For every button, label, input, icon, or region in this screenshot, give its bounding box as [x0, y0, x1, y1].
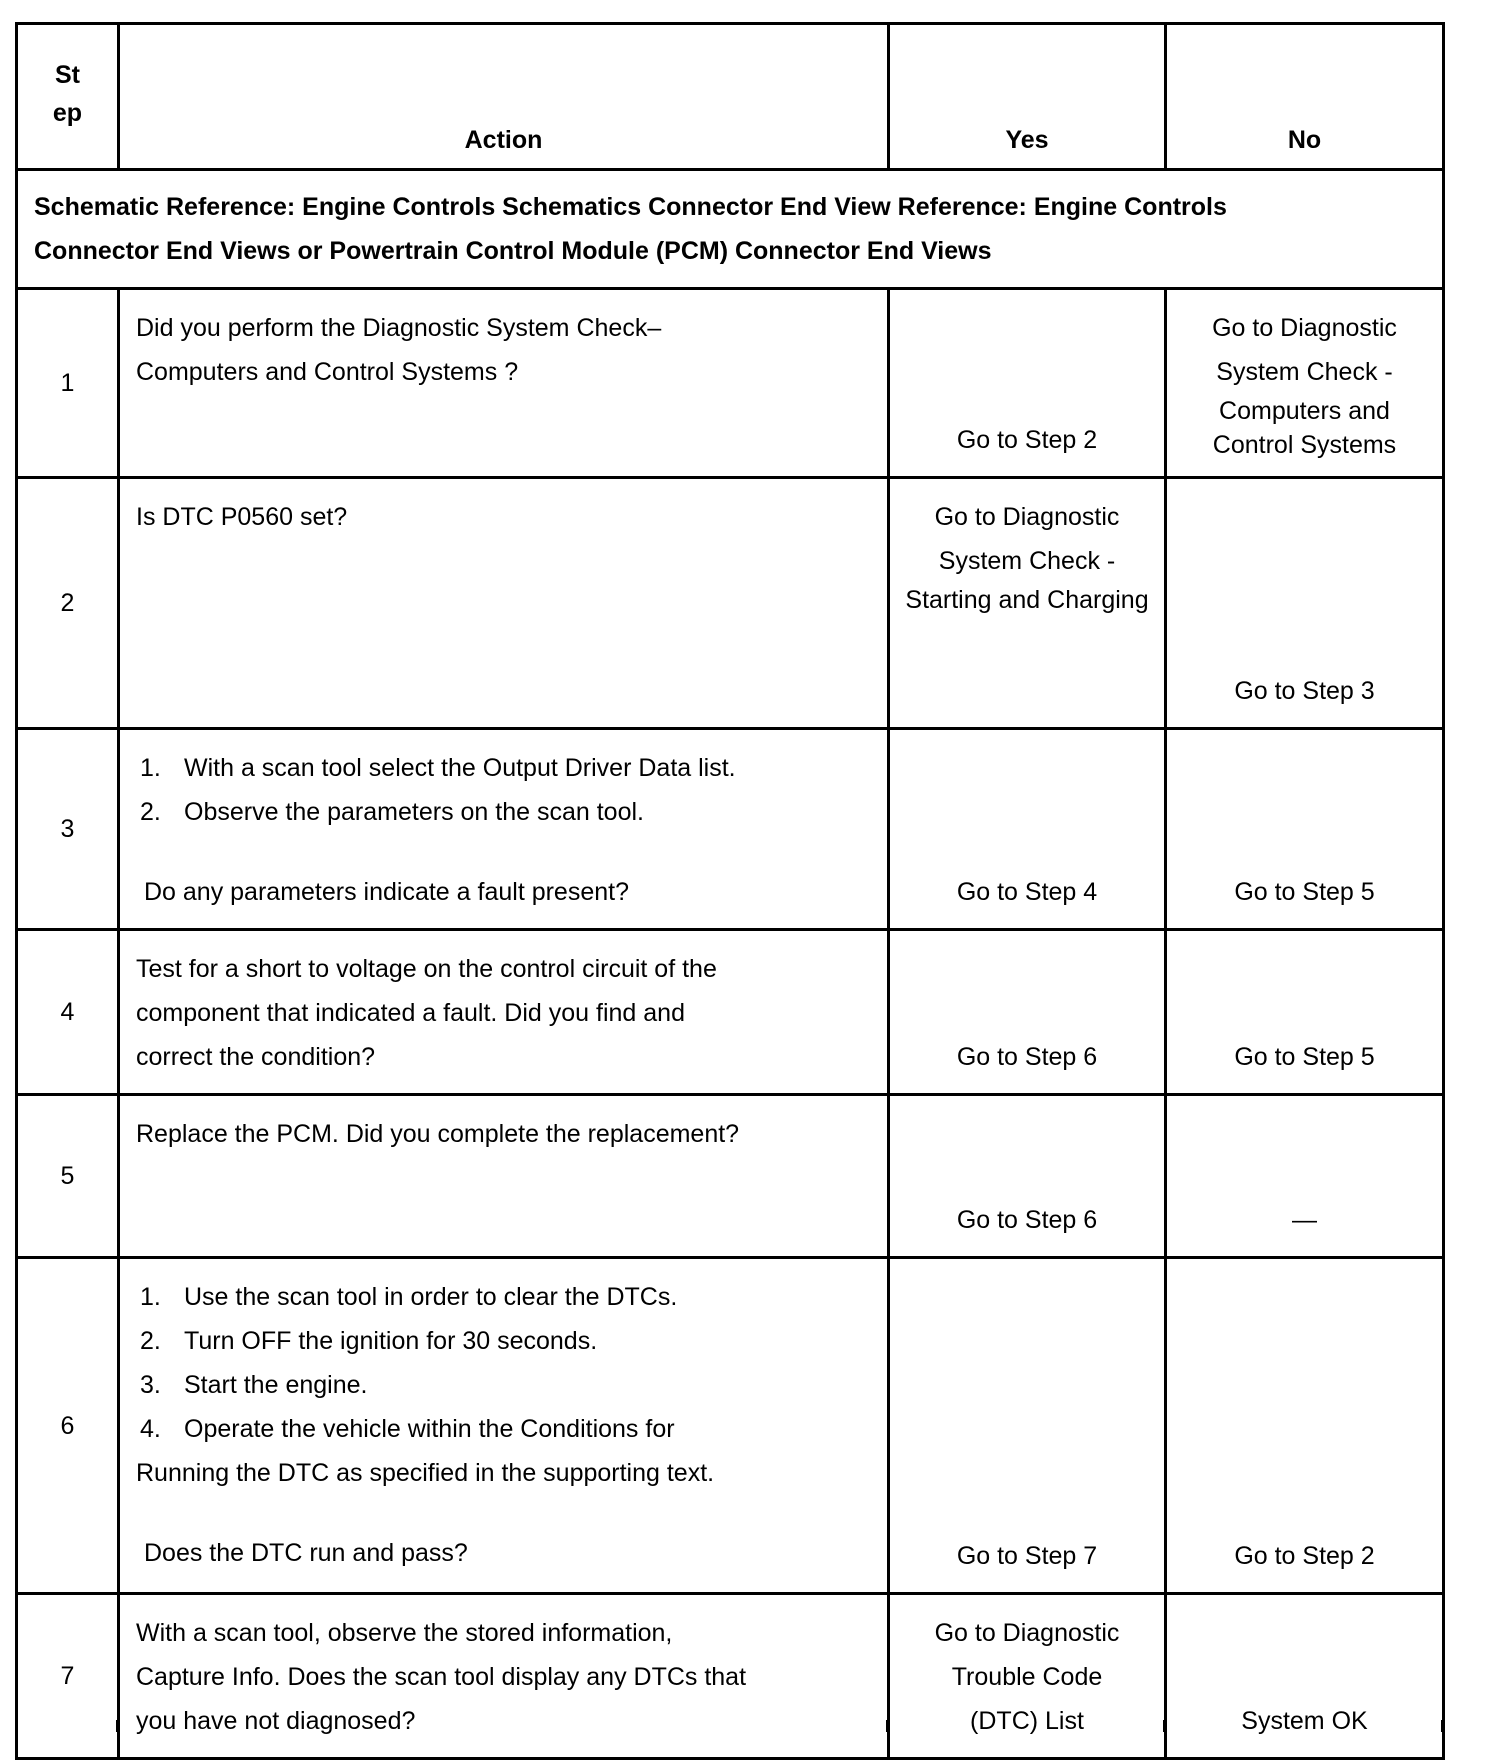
list-text: Observe the parameters on the scan tool. — [184, 798, 644, 826]
list-item — [136, 790, 873, 834]
action-line: Did you perform the Diagnostic System Check– — [136, 314, 662, 342]
no-link-line[interactable]: System Check - — [1216, 358, 1393, 386]
table-row — [17, 930, 1444, 1095]
header-yes: Yes — [889, 24, 1166, 170]
list-item — [136, 1407, 873, 1451]
table-row — [17, 1594, 1444, 1759]
list-text: Turn OFF the ignition for 30 seconds. — [184, 1327, 598, 1355]
action-question: Do any parameters indicate a fault present? — [144, 878, 629, 906]
no-dash: — — [1292, 1206, 1317, 1234]
step-number: 6 — [17, 1258, 119, 1594]
list-continuation: Running the DTC as specified in the supporting text. — [136, 1459, 715, 1487]
action-cell — [119, 289, 889, 478]
action-line: correct the condition? — [136, 1043, 376, 1071]
no-link-line[interactable]: Control Systems — [1212, 431, 1397, 459]
yes-link-line[interactable]: Go to Diagnostic — [934, 503, 1120, 531]
table-row — [17, 289, 1444, 478]
header-step — [17, 24, 119, 170]
header-action: Action — [119, 24, 889, 170]
header-step-line2: ep — [52, 98, 83, 127]
yes-cell — [889, 729, 1166, 930]
action-line: Computers and Control Systems ? — [136, 358, 519, 386]
diagnostic-table — [15, 22, 1445, 1760]
action-cell — [119, 1258, 889, 1594]
yes-link[interactable]: Go to Step 4 — [956, 878, 1098, 906]
reference-row — [17, 170, 1444, 289]
no-link-line[interactable]: Computers and — [1219, 397, 1390, 425]
list-text: Start the engine. — [184, 1371, 368, 1399]
no-cell — [1166, 930, 1444, 1095]
reference-line1: Schematic Reference: Engine Controls Schematics Connector End View Reference: Engine Controls — [34, 193, 1227, 221]
yes-link-line[interactable]: Go to Diagnostic — [934, 1619, 1120, 1647]
table-continuation-rule — [1441, 1720, 1444, 1732]
list-number: 4. — [140, 1415, 161, 1443]
table-continuation-rule — [1163, 1720, 1166, 1732]
table-continuation-rule — [886, 1720, 889, 1732]
table-row — [17, 729, 1444, 930]
header-no: No — [1166, 24, 1444, 170]
action-question: Does the DTC run and pass? — [144, 1539, 468, 1567]
list-number: 1. — [140, 754, 161, 782]
step-number: 4 — [17, 930, 119, 1095]
list-item — [136, 746, 873, 790]
yes-cell — [889, 1258, 1166, 1594]
list-item — [136, 1275, 873, 1319]
action-line: Capture Info. Does the scan tool display any DTCs that — [136, 1663, 747, 1691]
action-cell — [119, 1594, 889, 1759]
action-cell — [119, 930, 889, 1095]
no-cell — [1166, 289, 1444, 478]
yes-cell — [889, 478, 1166, 729]
action-line: With a scan tool, observe the stored information, — [136, 1619, 673, 1647]
yes-link[interactable]: Go to Step 6 — [956, 1206, 1098, 1234]
yes-cell — [889, 1095, 1166, 1258]
list-number: 2. — [140, 798, 161, 826]
action-cell — [119, 729, 889, 930]
no-link-line[interactable]: Go to Diagnostic — [1212, 314, 1397, 342]
list-number: 3. — [140, 1371, 161, 1399]
no-link[interactable]: Go to Step 5 — [1234, 1043, 1375, 1071]
no-cell — [1166, 1258, 1444, 1594]
action-line: you have not diagnosed? — [136, 1707, 416, 1735]
action-cell — [119, 478, 889, 729]
step-number: 2 — [17, 478, 119, 729]
yes-link-line[interactable]: Trouble Code — [951, 1663, 1103, 1691]
yes-link-line[interactable]: (DTC) List — [970, 1707, 1084, 1735]
yes-link[interactable]: Go to Step 2 — [956, 426, 1098, 454]
no-link[interactable]: System OK — [1241, 1707, 1368, 1735]
step-number: 1 — [17, 289, 119, 478]
list-number: 1. — [140, 1283, 161, 1311]
yes-cell — [889, 289, 1166, 478]
list-item — [136, 1319, 873, 1363]
no-cell — [1166, 1095, 1444, 1258]
no-link[interactable]: Go to Step 5 — [1234, 878, 1375, 906]
list-text: Operate the vehicle within the Conditions for — [184, 1415, 675, 1443]
no-link[interactable]: Go to Step 3 — [1234, 677, 1375, 705]
reference-line2: Connector End Views or Powertrain Control Module (PCM) Connector End Views — [34, 237, 992, 265]
yes-link-line[interactable]: Starting and Charging — [905, 586, 1149, 614]
yes-cell — [889, 1594, 1166, 1759]
yes-cell — [889, 930, 1166, 1095]
action-cell — [119, 1095, 889, 1258]
yes-link[interactable]: Go to Step 7 — [956, 1542, 1098, 1570]
table-header-row — [17, 24, 1444, 170]
action-line: component that indicated a fault. Did you find and — [136, 999, 685, 1027]
table-row — [17, 1095, 1444, 1258]
list-text: With a scan tool select the Output Driver Data list. — [184, 754, 736, 782]
action-line: Is DTC P0560 set? — [136, 503, 348, 531]
action-line: Replace the PCM. Did you complete the replacement? — [136, 1120, 740, 1148]
no-cell — [1166, 729, 1444, 930]
no-cell — [1166, 478, 1444, 729]
step-number: 5 — [17, 1095, 119, 1258]
table-row — [17, 478, 1444, 729]
no-link[interactable]: Go to Step 2 — [1234, 1542, 1375, 1570]
table-row — [17, 1258, 1444, 1594]
step-number: 7 — [17, 1594, 119, 1759]
list-number: 2. — [140, 1327, 161, 1355]
yes-link[interactable]: Go to Step 6 — [956, 1043, 1098, 1071]
schematic-reference — [17, 170, 1444, 289]
header-step-line1: St — [55, 60, 80, 89]
list-item — [136, 1363, 873, 1407]
no-cell — [1166, 1594, 1444, 1759]
step-number: 3 — [17, 729, 119, 930]
yes-link-line[interactable]: System Check - — [938, 547, 1116, 575]
action-line: Test for a short to voltage on the control circuit of the — [136, 955, 717, 983]
table-continuation-rule — [116, 1720, 119, 1732]
list-text: Use the scan tool in order to clear the DTCs. — [184, 1283, 678, 1311]
